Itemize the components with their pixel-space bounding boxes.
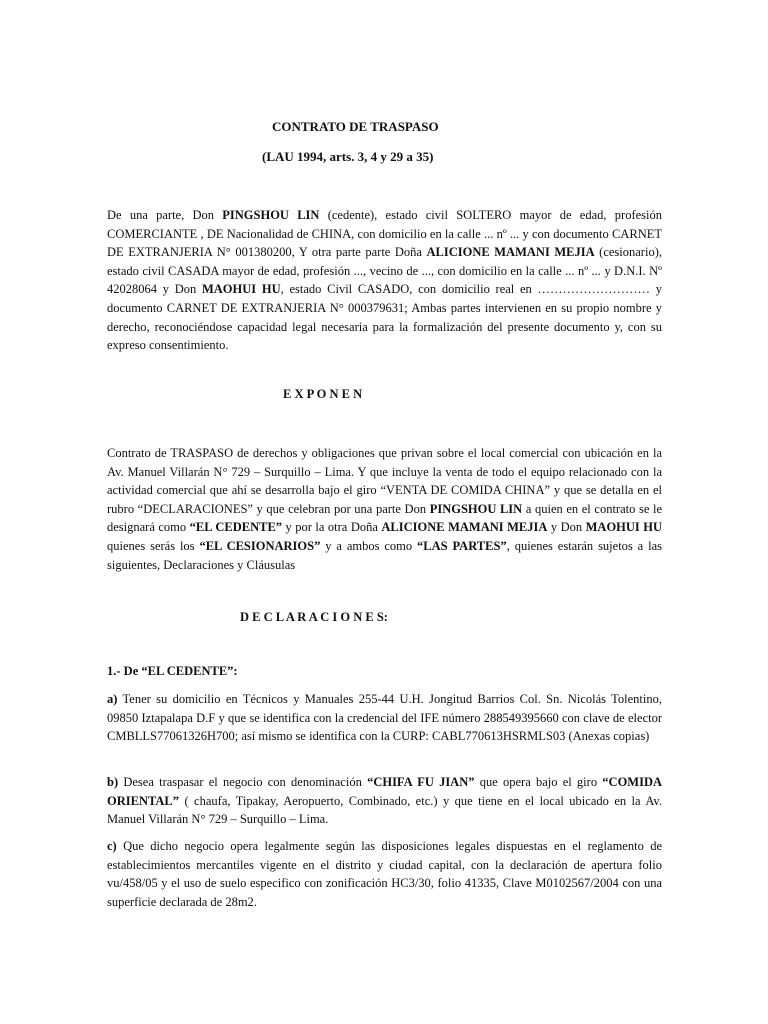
exponen-bold-3: ALICIONE MAMANI MEJIA	[381, 520, 548, 535]
exponen-paragraph	[107, 444, 662, 574]
intro-text-4: , estado Civil CASADO, con domicilio real en ……………………… y documento CARNET DE EXTRANJERIA N° 000379631; Ambas partes intervienen en su propio nombre y derecho, reconociéndose capacidad legal necesaria para la formalización del presente documento y, con su expreso consentimiento.	[107, 282, 663, 353]
item-b-label: b)	[107, 775, 119, 789]
item-a-label: a)	[107, 692, 118, 706]
item-b-text-2: que opera bajo el giro	[474, 775, 603, 789]
party-name-maohui: MAOHUI HU	[201, 282, 281, 297]
exponen-bold-1: PINGSHOU LIN	[429, 501, 523, 516]
exponen-bold-2: “EL CEDENTE”	[189, 520, 283, 535]
item-b-bold-1: “CHIFA FU JIAN”	[367, 775, 475, 789]
declaration-item-a	[107, 690, 662, 746]
declaration-item-b	[107, 773, 662, 829]
declaraciones-heading: D E C L A R A C I O N E S:	[240, 610, 388, 624]
declaration-item-c	[107, 837, 662, 911]
document-title: CONTRATO DE TRASPASO	[272, 119, 439, 134]
exponen-text-7: , quienes estarán sujetos a las siguientes, Declaraciones y Cláusulas	[107, 538, 663, 572]
item-c-label: c)	[107, 839, 117, 853]
item-c-text: Que dicho negocio opera legalmente según las disposiciones legales dispuestas en el reglamento de establecimientos mercantiles vigente en el distrito y ciudad capital, con la declaración de apertura folio vu/458/05 y el uso de suelo especifico con zonificación HC3/30, folio 41335, Clave M0102567/2004 con una superficie declarada de 28m2.	[107, 839, 662, 909]
exponen-text-5: quienes serás los	[107, 538, 200, 553]
intro-paragraph	[107, 206, 662, 355]
exponen-bold-5: “EL CESIONARIOS”	[199, 538, 321, 553]
item-b-bold-2: “COMIDA ORIENTAL”	[107, 775, 663, 808]
party-name-alicione: ALICIONE MAMANI MEJIA	[426, 245, 595, 260]
intro-text-1: De una parte, Don	[107, 208, 223, 222]
exponen-text-4: y Don	[547, 520, 586, 535]
exponen-bold-6: “LAS PARTES”	[417, 538, 507, 553]
exponen-heading: E X P O N E N	[283, 387, 363, 401]
party-name-pingshou: PINGSHOU LIN	[222, 208, 320, 222]
exponen-text-3: y por la otra Doña	[282, 520, 382, 535]
exponen-text-2: a quien en el contrato se le designará como	[107, 501, 663, 535]
section-1-heading: 1.- De “EL CEDENTE”:	[107, 664, 238, 678]
item-a-text: Tener su domicilio en Técnicos y Manuales 255-44 U.H. Jongitud Barrios Col. Sn. Nicolás Tolentino, 09850 Iztapalapa D.F y que se identifica con la credencial del IFE número 288549395660 con clave de elector CMBLLS77061326H700; así mismo se identifica con la CURP: CABL770613HSRMLS03 (Anexas copias)	[107, 692, 662, 744]
item-b-text-1: Desea traspasar el negocio con denominación	[118, 775, 368, 789]
intro-text-2: (cedente), estado civil SOLTERO mayor de edad, profesión COMERCIANTE , DE Nacionalidad de CHINA, con domicilio en la calle ... nº ... y con documento CARNET DE EXTRANJERIA N° 001380200, Y otra parte parte Doña	[107, 208, 662, 260]
item-b-text-3: ( chaufa, Tipakay, Aeropuerto, Combinado, etc.) y que tiene en el local ubicado en la Av. Manuel Villarán N° 729 – Surquillo – Lima.	[107, 793, 662, 827]
intro-text-3: (cesionario), estado civil CASADA mayor de edad, profesión ..., vecino de ..., con domicilio en la calle ... nº ... y D.N.I. Nº 42028064 y Don	[107, 245, 662, 297]
exponen-text-6: y a ambos como	[320, 538, 418, 553]
exponen-bold-4: MAOHUI HU	[585, 520, 663, 535]
document-subtitle: (LAU 1994, arts. 3, 4 y 29 a 35)	[262, 149, 434, 164]
exponen-text-1: Contrato de TRASPASO de derechos y obligaciones que privan sobre el local comercial con ubicación en la Av. Manuel Villarán N° 729 – Surquillo – Lima. Y que incluye la venta de todo el equipo relacionado con la actividad comercial que ahí se desarrolla bajo el giro “VENTA DE COMIDA CHINA” y que se detalla en el rubro “DECLARACIONES” y que celebran por una parte Don	[107, 446, 662, 516]
